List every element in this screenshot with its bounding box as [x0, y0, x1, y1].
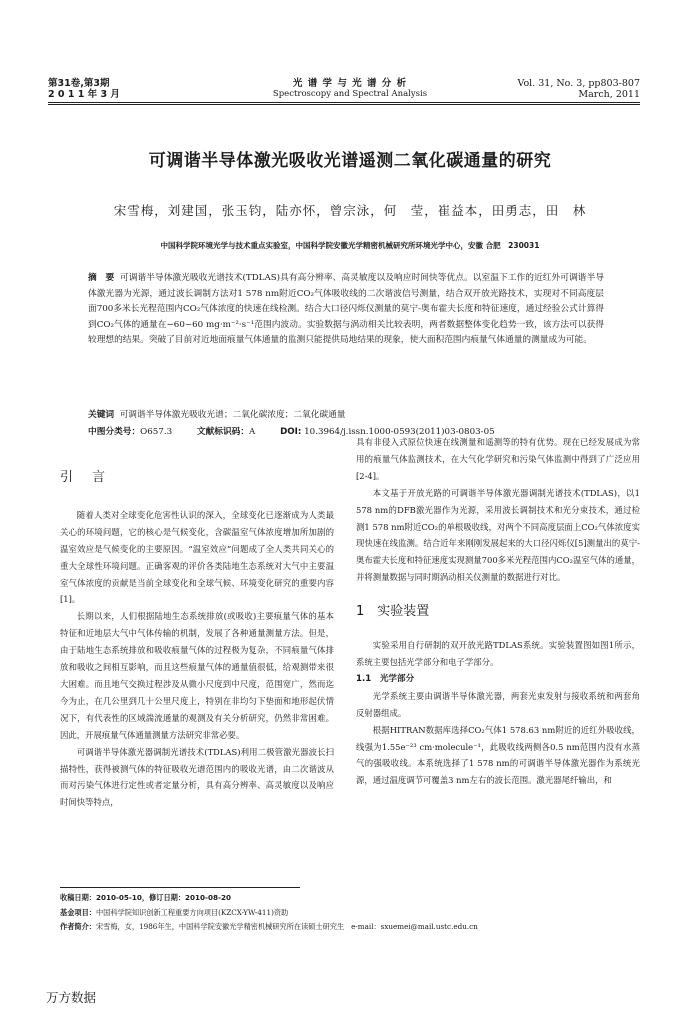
subsection-1-1-heading: 1.1 光学部分 — [356, 673, 415, 684]
section-1-paragraph-1: 实验采用自行研制的双开放光路TDLAS系统。实验装置图如图1所示，系统主要包括光学部分和电子学部分。 — [356, 640, 640, 667]
abstract — [88, 271, 604, 349]
keywords-text: 可调谐半导体激光吸收光谱；二氧化碳浓度；二氧化碳通量 — [119, 410, 346, 420]
abstract-text: 可调谐半导体激光吸收光谱技术(TDLAS)具有高分辨率、高灵敏度以及响应时间快等优点。以室温下工作的近红外可调谐半导体激光器为光源，通过波长调制方法对1 578 nm附近CO₂气体吸收线的二次谐波信号测量，结合双开放光路技术，实现对不同高度层面700多米长光程范围内CO₂气体浓度的快速在线检测。结合大口径闪烁仪测量的莫宁-奥布霍夫长度和特征速度，通过经验公式计算得到CO₂气体的通量在−60~60 mg·m⁻²·s⁻¹范围内波动。实验数据与涡动相关比较表明，两者数据整体变化趋势一致，该方法可以获得较理想的结果。突破了目前对近地面痕量气体通量的监测只能提供局地结果的现象，使大面积范围内痕量气体通量的测量成为可能。 — [88, 273, 605, 346]
author-bio-label: 作者简介： — [60, 922, 96, 932]
doc-code-value: A — [249, 427, 256, 437]
journal-title-en: Spectroscopy and Spectral Analysis — [272, 89, 428, 99]
received-dates: 收稿日期：2010-05-10，修订日期：2010-08-20 — [60, 893, 232, 902]
intro-paragraph-4: 本文基于开放光路的可调谐半导体激光器调制光谱技术(TDLAS)，以1 578 nm的DFB激光器作为光源，采用波长调制技术和光分束技术，通过检测1 578 nm附近CO₂的单根吸收线，对两个不同高度层面上CO₂气体浓度实现快速在线监测。结合近年来刚刚发展起来的大口径闪烁仪[5]测量出的莫宁-奥布霍夫长度和特征速度实现测量700多米光程范围内CO₂温室气体的通量，并将测量数据与同时期涡动相关仪测量的数据进行对比。 — [356, 487, 640, 583]
intro-paragraph-3-cont: 具有非侵入式原位快速在线测量和遥测等的特有优势。现在已经发展成为常用的痕量气体监测技术，在大气化学研究和污染气体监测中得到了广泛应用[2-4]。 — [356, 437, 640, 481]
date-en: March, 2011 — [578, 89, 640, 100]
fund-label: 基金项目： — [60, 907, 96, 917]
footnote — [60, 891, 640, 935]
journal-title-cn: 光 谱 学 与 光 谱 分 析 — [292, 78, 408, 89]
section-1-paragraph-2: 光学系统主要由调谐半导体激光器，两套光束发射与接收系统和两套角反射器组成。 — [356, 690, 640, 718]
intro-paragraph-3: 可调谐半导体激光器调制光谱技术(TDLAS)利用二极管激光器波长扫描特性，获得被测气体的特征吸收光谱范围内的吸收光谱，由二次谐波从而对污染气体进行定性或者定量分析，具有高分辨率、高灵敏度以及响应时间快等特点， — [60, 746, 334, 808]
date-cn: 2 0 1 1 年 3 月 — [48, 89, 120, 100]
header-rule — [48, 102, 640, 103]
volume-cn: 第31卷,第3期 — [48, 78, 110, 89]
intro-paragraph-1: 随着人类对全球变化危害性认识的深入，全球变化已逐渐成为人类最关心的环境问题，它的核心是气候变化，含碳温室气体浓度增加所加剧的温室效应是气候变化的主要原因。“温室效应”问题成了全人类共同关心的重大全球性环境问题。正确客观的评价各类陆地生态系统对大气中主要温室气体浓度的贡献是当前全球变化和全球气候、环境变化研究的重要内容[1]。 — [60, 509, 334, 605]
intro-heading: 引 言 — [60, 470, 109, 485]
footnote-rule — [60, 887, 300, 888]
left-column — [60, 470, 334, 811]
doc-code-label: 文献标识码： — [196, 427, 250, 437]
keywords-label: 关键词 — [88, 410, 115, 420]
header-journal — [200, 78, 500, 100]
doi-label: DOI: — [280, 427, 302, 437]
clc-value: O657.3 — [140, 427, 173, 437]
doi-value: 10.3964/j.issn.1000-0593(2011)03-0803-05 — [304, 427, 495, 437]
fund-text: 中国科学院知识创新工程重要方向项目(KZCX-YW-411)资助 — [95, 907, 289, 917]
author-email: e-mail：sxuemei@mail.ustc.edu.cn — [351, 922, 478, 932]
affiliation: 中国科学院环境光学与技术重点实验室，中国科学院安徽光学精密机械研究所环境光学中心，安徽 合肥 230031 — [160, 241, 540, 250]
clc-label: 中图分类号： — [88, 427, 141, 437]
author-bio-text: 宋雪梅，女，1986年生，中国科学院安徽光学精密机械研究所在读硕士研究生 — [95, 922, 345, 932]
footer-watermark: 万方数据 — [46, 990, 97, 1005]
header-volume — [48, 78, 120, 100]
section-1-heading: 1 实验装置 — [356, 604, 430, 620]
header-rule-2 — [48, 104, 640, 105]
header-issue — [470, 78, 640, 100]
volume-en: Vol. 31, No. 3, pp803-807 — [517, 78, 640, 89]
intro-paragraph-2: 长期以来，人们根据陆地生态系统排放(或吸收)主要痕量气体的基本特征和近地层大气中气体传输的机制，发展了各种通量测量方法。但是，由于陆地生态系统排放和吸收痕量气体的过程极为复杂，不同痕量气体排放和吸收之间相互影响，而且这些痕量气体的通量值很低，给观测带来很大困难。而且地气交换过程涉及从微小尺度到中尺度，范围宽广，然而迄今为止，在几公里到几十公里尺度上，特别在非均匀下垫面和地形起伏情况下，有代表性的区域湍流通量的观测及有关分析研究，仍然非常困难。因此，开展痕量气体通量测量方法研究非常必要。 — [60, 611, 334, 740]
paper-title: 可调谐半导体激光吸收光谱遥测二氧化碳通量的研究 — [148, 151, 552, 171]
author-list: 宋雪梅，刘建国，张玉钧，陆亦怀，曾宗泳，何 莹，崔益本，田勇志，田 林 — [113, 203, 587, 218]
keywords — [88, 408, 604, 423]
right-column — [356, 434, 640, 789]
abstract-label: 摘 要 — [88, 273, 115, 283]
section-1-paragraph-3: 根据HITRAN数据库选择CO₂气体1 578.63 nm附近的近红外吸收线，线强为1.55e⁻²³ cm·molecule⁻¹，此吸收线两侧各0.5 nm范围内没有水蒸气的强吸收线。本系统选择了1 578 nm的可调谐半导体激光器作为系统光源，通过温度调节可覆盖3 nm左右的波长范围。激光器尾纤输出，和 — [356, 724, 640, 786]
